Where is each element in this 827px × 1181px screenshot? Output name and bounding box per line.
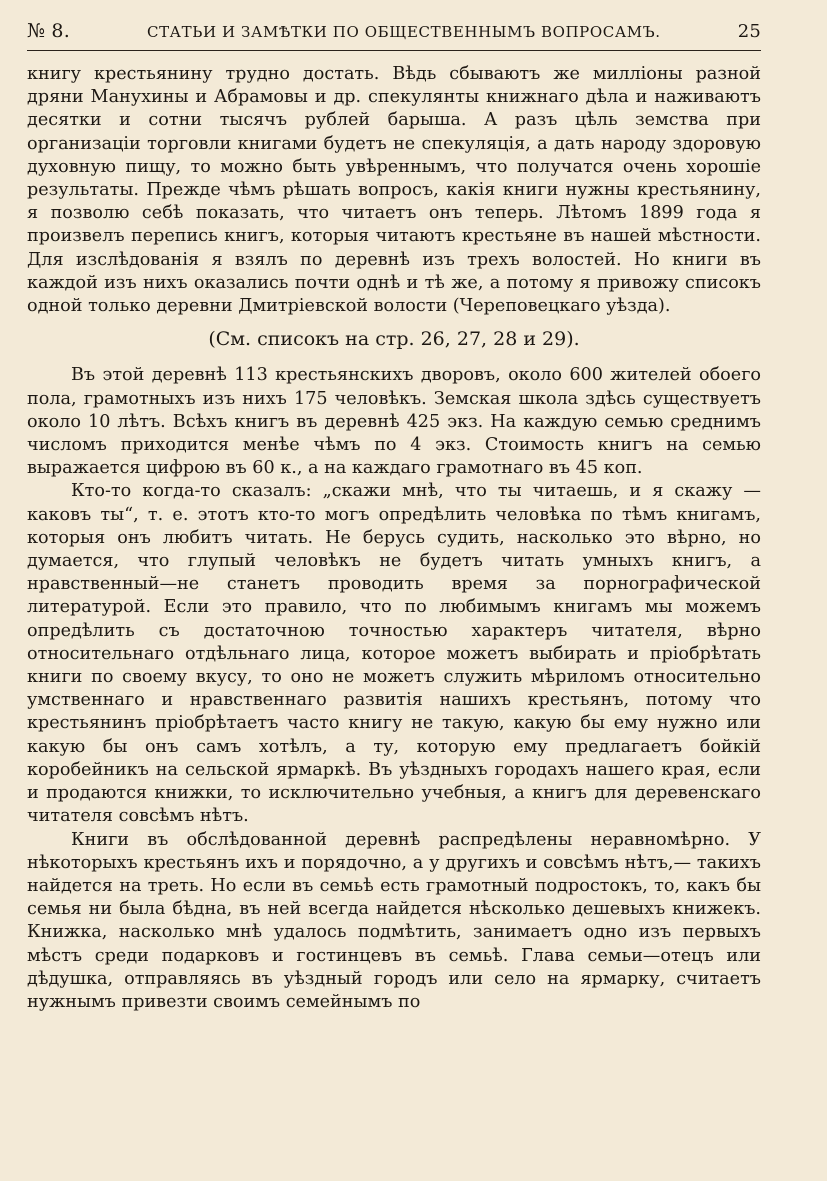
paragraph: Въ этой деревнѣ 113 крестьянскихъ дворовъ, около 600 жителей обоего пола, грамотныхъ изъ нихъ 175 человѣкъ. Земская школа здѣсь существуетъ около 10 лѣтъ. Всѣхъ книгъ въ деревнѣ 425 экз. На каждую семью среднимъ числомъ приходится менѣе чѣмъ по 4 экз. Стоимость книгъ на семью выражается цифрою въ 60 к., а на каждаго грамотнаго въ 45 коп. [27,365,761,479]
article-body [27,63,761,1014]
paragraph: Книги въ обслѣдованной деревнѣ распредѣлены неравномѣрно. У нѣкоторыхъ крестьянъ ихъ и порядочно, а у другихъ и совсѣмъ нѣтъ,— такихъ найдется на треть. Но если въ семьѣ есть грамотный подростокъ, то, какъ бы семья ни была бѣдна, въ ней всегда найдется нѣсколько дешевыхъ книжекъ. Книжка, насколько мнѣ удалось подмѣтить, занимаетъ одно изъ первыхъ мѣстъ среди подарковъ и гостинцевъ въ семьѣ. Глава семьи—отецъ или дѣдушка, отправляясь въ уѣздный городъ или село на ярмарку, считаетъ нужнымъ привезти своимъ семейнымъ по [27,829,761,1012]
paragraph-continued: книгу крестьянину трудно достать. Вѣдь сбываютъ же милліоны разной дряни Манухины и Абрамовы и др. спекулянты книжнаго дѣла и наживаютъ десятки и сотни тысячъ рублей барыша. А разъ цѣль земства при организаціи торговли книгами будетъ не спекуляція, а дать народу здоровую духовную пищу, то можно быть увѣреннымъ, что получатся очень хорошіе результаты. Прежде чѣмъ рѣшать вопросъ, какія книги нужны крестьянину, я позволю себѣ показать, что читаетъ онъ теперь. Лѣтомъ 1899 года я произвелъ перепись книгъ, которыя читаютъ крестьяне въ нашей мѣстности. Для изслѣдованія я взялъ по деревнѣ изъ трехъ волостей. Но книги въ каждой изъ нихъ оказались почти однѣ и тѣ же, а потому я привожу списокъ одной только деревни Дмитріевской волости (Череповецкаго уѣзда). [27,64,761,317]
issue-number: № 8. [27,20,70,42]
section-title: СТАТЬИ И ЗАМѢТКИ ПО ОБЩЕСТВЕННЫМЪ ВОПРОСАМЪ. [147,23,661,41]
paragraph: Кто-то когда-то сказалъ: „скажи мнѣ, что ты читаешь, и я скажу — каковъ ты“, т. е. этотъ кто-то могъ опредѣлить человѣка по тѣмъ книгамъ, которыя онъ любитъ читать. Не берусь судить, насколько это вѣрно, но думается, что глупый человѣкъ не будетъ читать умныхъ книгъ, а нравственный—не станетъ проводить время за порнографической литературой. Если это правило, что по любимымъ книгамъ мы можемъ опредѣлить съ достаточною точностью характеръ читателя, вѣрно относительнаго отдѣльнаго лица, которое можетъ выбирать и пріобрѣтать книги по своему вкусу, то оно не можетъ служить мѣриломъ относительно умственнаго и нравственнаго развитія нашихъ крестьянъ, потому что крестьянинъ пріобрѣтаетъ часто книгу не такую, какую бы ему нужно или какую бы онъ самъ хотѣлъ, а ту, которую ему предлагаетъ бойкій коробейникъ на сельской ярмаркѣ. Въ уѣздныхъ городахъ нашего края, если и продаются книжки, то исключительно учебныя, а книгъ для деревенскаго читателя совсѣмъ нѣтъ. [27,481,761,827]
page-number: 25 [737,21,761,42]
running-header [27,20,761,51]
list-reference: (См. списокъ на стр. 26, 27, 28 и 29). [208,328,580,351]
